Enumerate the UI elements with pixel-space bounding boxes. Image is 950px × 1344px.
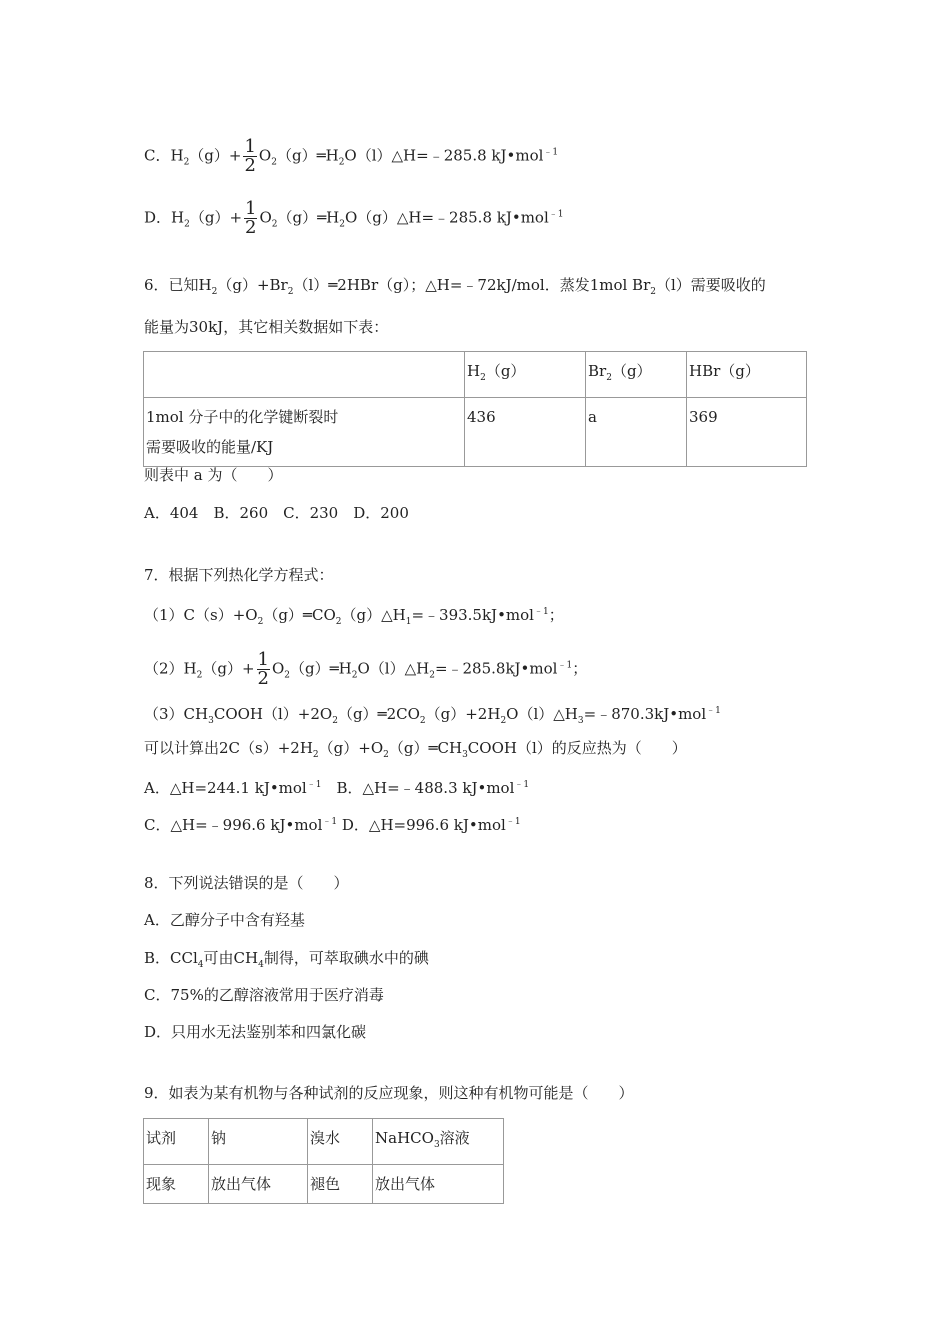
table-cell: 放出气体 xyxy=(373,1165,504,1204)
fraction-one-half: $\frac{1}{2}$ xyxy=(245,198,257,238)
question7-options-cd: C．△H=﹣996.6 kJ•mol$^{﹣1}$ D．△H=996.6 kJ•mol$^{﹣1}$ xyxy=(144,816,521,834)
fraction-one-half: $\frac{1}{2}$ xyxy=(257,649,269,689)
table-cell xyxy=(144,352,465,398)
question8-option-a: A．乙醇分子中含有羟基 xyxy=(144,911,305,929)
table-cell: 1mol 分子中的化学键断裂时 需要吸收的能量/KJ xyxy=(144,398,465,467)
question6-prompt: 则表中 a 为（ ） xyxy=(144,466,283,484)
question7-equation-2: $(2)H_2(g)+$ $\frac{1}{2}$ $O_2(g)═H_2O(l)\triangle H_2=﹣285.8kJ•mol^{﹣1}$； xyxy=(144,649,588,689)
table-cell: 现象 xyxy=(144,1165,209,1204)
table-row xyxy=(144,352,807,398)
question6-stem-line2: 能量为30kJ，其它相关数据如下表： xyxy=(144,318,389,336)
question6-stem: 6．已知$H_2(g)+Br_2(l)═2HBr(g)$；△H=﹣72kJ/mol．蒸发1mol $Br_2(l)$需要吸收的 xyxy=(144,276,766,297)
question8-stem: 8．下列说法错误的是（ ） xyxy=(144,874,349,892)
question7-stem: 7．根据下列热化学方程式： xyxy=(144,566,334,584)
question8-option-b: B．CCl$_4$可由$CH_4$制得，可萃取碘水中的碘 xyxy=(144,949,429,970)
table-cell: NaHCO$_3$溶液 xyxy=(373,1119,504,1165)
question7-equation-3: $(3)CH_3COOH(l)+2O_2(g)═2CO_2(g)+2H_2O(l)\triangle H_3=﹣870.3kJ•mol^{﹣1}$ xyxy=(144,705,721,726)
table-cell: 436 xyxy=(465,398,586,467)
question8-option-c: C．75%的乙醇溶液常用于医疗消毒 xyxy=(144,986,384,1004)
question7-options-ab: A．△H=244.1 kJ•mol$^{﹣1}$ B．△H=﹣488.3 kJ•mol$^{﹣1}$ xyxy=(144,779,530,797)
table-row xyxy=(144,398,807,467)
fraction-one-half: $\frac{1}{2}$ xyxy=(244,136,256,176)
question7-target-reaction: 可以计算出$2C(s)+2H_2(g)+O_2(g)═CH_3COOH(l)$的反应热为（ ） xyxy=(144,739,687,760)
reaction-phenomena-table xyxy=(143,1118,504,1204)
question9-stem: 9．如表为某有机物与各种试剂的反应现象，则这种有机物可能是（ ） xyxy=(144,1084,634,1102)
question6-options: A．404 B．260 C．230 D．200 xyxy=(144,504,409,522)
table-cell: a xyxy=(586,398,687,467)
table-row xyxy=(144,1165,504,1204)
table-cell: $H_2(g)$ xyxy=(465,352,586,398)
table-row xyxy=(144,1119,504,1165)
table-cell: 放出气体 xyxy=(209,1165,308,1204)
table-cell: 试剂 xyxy=(144,1119,209,1165)
table-cell: $Br_2(g)$ xyxy=(586,352,687,398)
table-cell: 369 xyxy=(687,398,807,467)
table-cell: HBr（g） xyxy=(687,352,807,398)
table-cell: 褪色 xyxy=(308,1165,373,1204)
question8-option-d: D．只用水无法鉴别苯和四氯化碳 xyxy=(144,1023,367,1041)
question5-option-d: D．$H_2(g)+$ $\frac{1}{2}$ $O_2(g)═H_2O(g)\triangle H=﹣285.8$ kJ•mol$^{﹣1}$ xyxy=(144,198,564,238)
question5-option-c: C．$H_2(g)+$ $\frac{1}{2}$ $O_2(g)═H_2O(l)\triangle H=﹣285.8$ kJ•mol$^{﹣1}$ xyxy=(144,136,559,176)
bond-energy-table xyxy=(143,351,807,467)
table-cell: 溴水 xyxy=(308,1119,373,1165)
table-cell: 钠 xyxy=(209,1119,308,1165)
question7-equation-1: $(1)C(s)+O_2(g)═CO_2(g)\triangle H_1=﹣393.5kJ•mol^{﹣1}$； xyxy=(144,606,564,627)
